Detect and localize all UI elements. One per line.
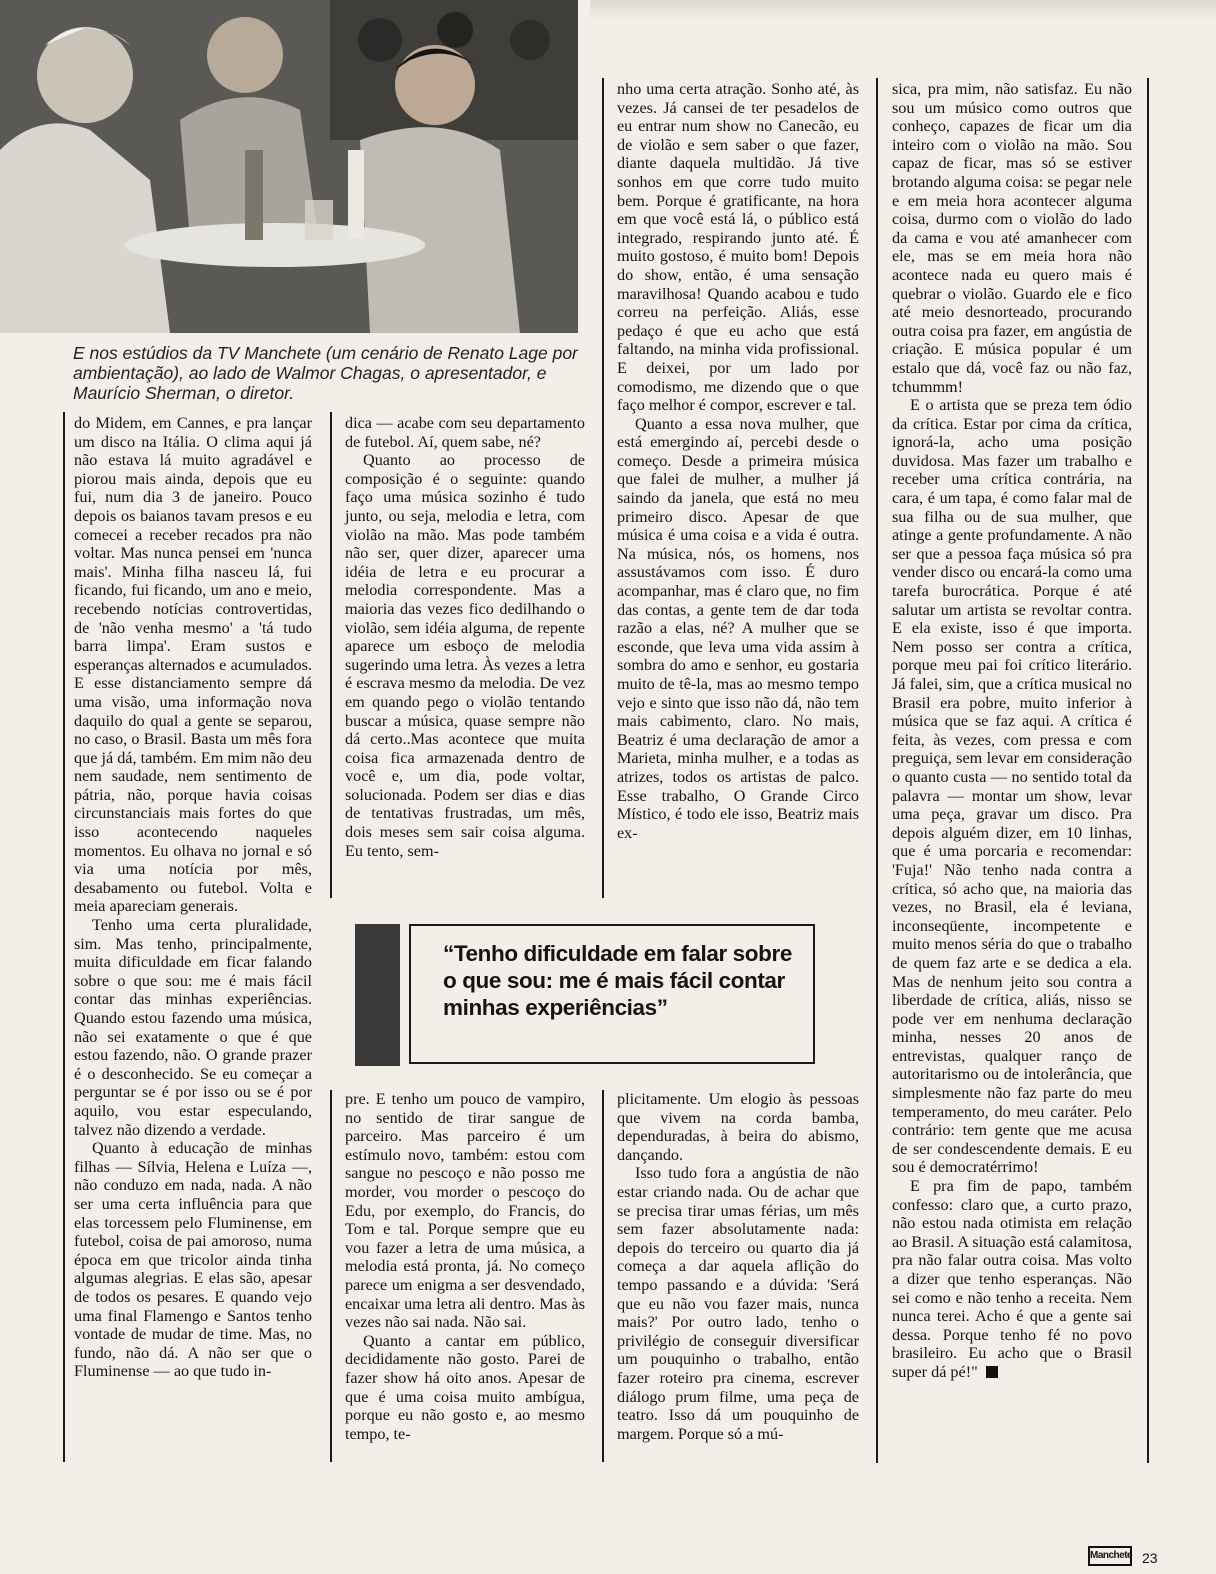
article-column-2 [345, 414, 585, 860]
article-column-4 [892, 80, 1132, 1382]
paragraph [892, 1177, 1132, 1382]
paragraph: sica, pra mim, não satisfaz. Eu não sou um músico como outros que conheço, capazes de ficar um dia inteiro com o violão na mão. Sou capaz de ficar, mas só se estiver brotando alguma coisa: se pegar nele e em meia hora acontecer alguma coisa, durmo com o violão do lado da cama e vou até amanhecer com ele, mas se em meia hora não acontece nada eu quero mais é quebrar o violão. Guardo ele e fico até meio desnorteado, procurando outra coisa pra fazer, em angústia de criação. E música popular é um estalo que dá, você faz ou não faz, tchummm! [892, 80, 1132, 396]
column-rule [602, 1090, 604, 1462]
column-rule [1147, 78, 1149, 1463]
article-column-1 [74, 414, 312, 1381]
paragraph: Quanto à educação de minhas filhas — Sílvia, Helena e Luíza —, não conduzo em nada, nada. A não ser uma certa influência para que elas torcessem pelo Fluminense, em futebol, coisa de pai amoroso, numa época em que tricolor ainda tinha algumas alegrias. E elas são, apesar de todos os pesares. E quando vejo uma final Flamengo e Santos tenho vontade de mudar de time. Mas, no fundo, não dá. A não ser que o Fluminense — ao que tudo in- [74, 1139, 312, 1381]
photo-caption: E nos estúdios da TV Manchete (um cenário de Renato Lage por ambientação), ao lado de Walmor Chagas, o apresentador, e Maurício Sherman, o diretor. [73, 343, 578, 403]
pull-quote-box [409, 924, 815, 1064]
pull-quote: “Tenho dificuldade em falar sobre o que sou: me é mais fácil contar minhas experiências” [443, 941, 792, 1020]
paragraph: E o artista que se preza tem ódio da crítica. Estar por cima da crítica, ignorá-la, acho uma posição duvidosa. Mas fazer um trabalho e receber uma crítica contrária, na cara, é um tapa, é como falar mal de sua filha ou de sua mulher, que atinge a gente profundamente. A não ser que a pessoa faça música só pra vender disco ou encará-la como uma tarefa burocrática. Porque é até salutar um artista se revoltar contra. E ela existe, isso é que importa. Nem posso ser contra a crítica, porque meu pai foi crítico literário. Já falei, sim, que a crítica musical no Brasil era pobre, muito inferior à música que se faz aqui. A crítica é feita, às vezes, com pressa e com preguiça, sem levar em consideração o quanto custa — no sentido total da palavra — montar um show, levar uma peça, gravar um disco. Pra depois alguém dizer, em 10 linhas, que é uma porcaria e recomendar: 'Fuja!' Não tenho nada contra a crítica, só acho que, na maioria das vezes, no Brasil, ela é leviana, inconseqüente, incompetente e muito menos séria do que o trabalho de quem faz arte e se dedica a ela. Mas de nenhum jeito sou contra a liberdade de crítica, aliás, nisso se pode ver em nenhuma declaração minha, nesses 20 anos de entrevistas, qualquer ranço de autoritarismo ou de intolerância, que simplesmente não faz parte do meu temperamento, do meu caráter. Pelo contrário: tem gente que me acusa de ser condescendente demais. E eu sou é democratérrimo! [892, 396, 1132, 1177]
column-rule [876, 78, 878, 1463]
paragraph: Quanto a cantar em público, decididamente não gosto. Parei de fazer show há oito anos. Apesar de que é uma coisa muito ambígua, porque eu não gosto e, ao mesmo tempo, te- [345, 1331, 585, 1443]
pull-quote-bar [355, 924, 400, 1066]
magazine-logo: Manchete [1088, 1546, 1132, 1566]
bleed-through [590, 0, 1216, 20]
paragraph: Tenho uma certa pluralidade, sim. Mas tenho, principalmente, muita dificuldade em ficar falando sobre o que sou: me é mais fácil contar das minhas experiências. Quando estou fazendo uma música, não sei exatamente o que é que estou fazendo, não. O grande prazer é o desconhecido. Se eu começar a perguntar se é por isso ou se é por aquilo, vou estar especulando, talvez não dizendo a verdade. [74, 916, 312, 1139]
paragraph: dica — acabe com seu departamento de futebol. Aí, quem sabe, né? [345, 414, 585, 451]
column-rule [602, 78, 604, 898]
column-rule [330, 412, 332, 898]
article-column-3 [617, 80, 859, 842]
paragraph: Quanto a essa nova mulher, que está emergindo aí, percebi desde o começo. Desde a primeira música que falei de mulher, a mulher já saindo da janela, que está no meu primeiro disco. Apesar de que música é uma coisa e a vida é outra. Na música, nós, os homens, nos assustávamos com isso. É duro acompanhar, mas é claro que, no fim das contas, a gente tem de dar toda razão a elas, né? A mulher que se esconde, que leva uma vida assim à sombra do amo e senhor, eu gostaria muito de tê-la, mas ao mesmo tempo vejo e sinto que isso não dá, não tem mais cabimento, claro. No mais, Beatriz é uma declaração de amor a Marieta, minha mulher, e a todas as atrizes, todos os artistas de palco. Esse trabalho, O Grande Circo Místico, é todo ele isso, Beatriz mais ex- [617, 414, 859, 842]
paragraph: Quanto ao processo de composição é o seguinte: quando faço uma música sozinho é tudo junto, ou seja, melodia e letra, com violão na mão. Mas pode também não ser, quer dizer, aparecer uma idéia de letra e eu procurar a melodia correspondente. Mas a maioria das vezes fico dedilhando o violão, sem idéia alguma, de repente aparece um esboço de melodia sugerindo uma letra. Às vezes a letra é escrava mesmo da melodia. De vez em quando pego o violão tentando buscar a música, quase sempre não dá certo..Mas acontece que muita coisa fica armazenada dentro de você e, um dia, pode voltar, solucionada. Podem ser dias e dias de tentativas frustradas, um mês, dois meses sem sair coisa alguma. Eu tento, sem- [345, 451, 585, 860]
page-number: 23 [1142, 1550, 1158, 1566]
paragraph: Isso tudo fora a angústia de não estar criando nada. Ou de achar que se precisa tirar umas férias, um mês sem fazer absolutamente nada: depois do terceiro ou quarto dia já começa a dar aquela aflição do tempo passando e a dúvida: 'Será que eu não vou fazer mais, nunca mais?' Por outro lado, tenho o privilégio de conseguir diversificar um pouquinho o trabalho, então fazer roteiro pra cinema, escrever diálogo prum filme, uma peça de teatro. Isso dá um pouquinho de margem. Porque só a mú- [617, 1164, 859, 1443]
end-mark-icon [986, 1366, 998, 1378]
paragraph: pre. E tenho um pouco de vampiro, no sentido de tirar sangue de parceiro. Mas parceiro é um estímulo novo, também: estou com sangue no pescoço e não posso me morder, vou morder o pescoço do Edu, por exemplo, do Francis, do Tom e tal. Porque sempre que eu vou fazer a letra de uma música, a melodia está pronta, já. No começo parece um enigma a ser desvendado, encaixar uma letra ali dentro. Mas às vezes não sai nada. Não sai. [345, 1090, 585, 1332]
article-column-3-continued [617, 1090, 859, 1443]
photograph-tv-studio-icon [0, 0, 578, 333]
paragraph: plicitamente. Um elogio às pessoas que vivem na corda bamba, dependuradas, à beira do abismo, dançando. [617, 1090, 859, 1164]
article-column-2-continued [345, 1090, 585, 1443]
paragraph: nho uma certa atração. Sonho até, às vezes. Já cansei de ter pesadelos de eu entrar num show no Canecão, eu de violão e sem saber o que fazer, diante daquela multidão. Já tive sonhos em que corre tudo muito bem. Porque é gratificante, na hora em que você está lá, o público está integrado, respirando junto até. É muito gostoso, é muito bom! Depois do show, então, é uma sensação maravilhosa! Quando acabou e tudo correu na perfeição. Aliás, esse pedaço é que eu acho que está faltando, na minha vida profissional. E deixei, por um lado por comodismo, me dizendo que o que faço melhor é compor, escrever e tal. [617, 80, 859, 415]
article-photo [0, 0, 578, 333]
paragraph: do Midem, em Cannes, e pra lançar um disco na Itália. O clima aqui já não estava lá muito agradável e piorou mais ainda, depois que eu fui, num dia 3 de janeiro. Pouco depois os baianos tavam presos e eu comecei a receber recados pra não voltar. Mas nunca pensei em 'nunca mais'. Minha filha nasceu lá, fui ficando, fui ficando, um ano e meio, recebendo notícias controvertidas, de 'não venha mesmo' a 'tá tudo barra limpa'. Eram sustos e esperanças alternados e acumulados. E esse distanciamento sempre dá uma visão, uma informação nova daquilo do qual a gente se separou, no caso, o Brasil. Basta um mês fora que já dá, também. Em mim não deu nem saudade, nem sentimento de pátria, não, porque havia coisas circunstanciais mais fortes do que isso acontecendo naqueles momentos. Eu olhava no jornal e só via uma notícia por mês, desabamento ou futebol. Volta e meia apareciam generais. [74, 414, 312, 916]
closing-paragraph-text: E pra fim de papo, também confesso: claro que, a curto prazo, não estou nada otimista em relação ao Brasil. A situação está calamitosa, pra não falar outra coisa. Mas volto a dizer que tenho esperanças. Não sei como e não tenho a receita. Nem nunca terei. Acho é que a gente sai dessa. Porque tenho fé no povo brasileiro. Eu acho que o Brasil super dá pé!" [892, 1177, 1132, 1381]
column-rule [330, 1090, 332, 1462]
column-rule [63, 412, 65, 1462]
